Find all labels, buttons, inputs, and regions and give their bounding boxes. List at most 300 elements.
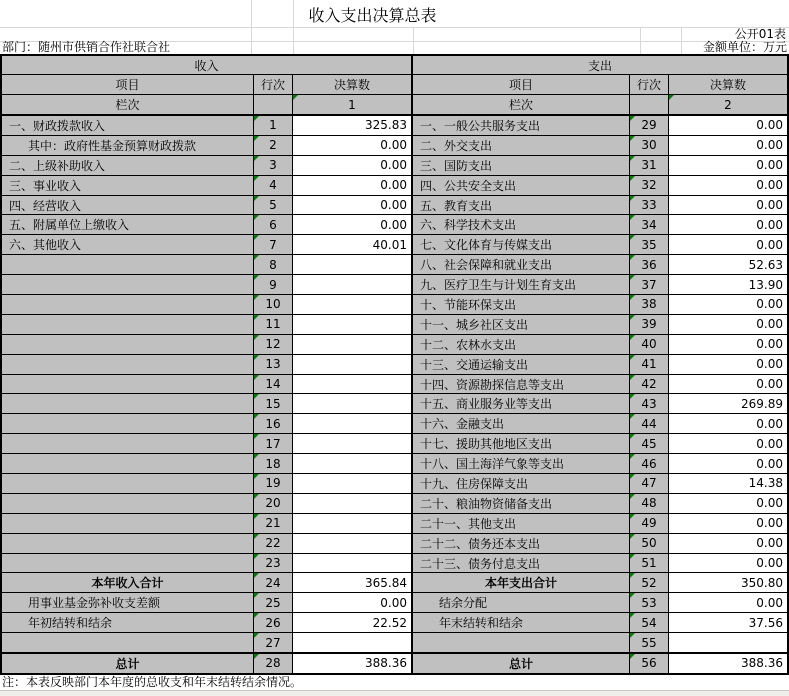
error-indicator-icon <box>630 633 635 638</box>
error-indicator-icon <box>254 275 259 280</box>
item-cell[interactable]: 九、医疗卫生与计划生育支出 <box>413 275 630 294</box>
table-row <box>413 434 787 454</box>
error-indicator-icon <box>630 355 635 360</box>
table-row <box>413 414 787 434</box>
item-cell[interactable]: 十六、金融支出 <box>413 414 630 433</box>
error-indicator-icon <box>254 654 259 659</box>
row-number-cell[interactable]: 41 <box>630 355 669 374</box>
error-indicator-icon <box>669 95 674 100</box>
error-indicator-icon <box>254 235 259 240</box>
error-indicator-icon <box>254 434 259 439</box>
value-cell[interactable] <box>293 394 411 413</box>
value-cell[interactable]: 0.00 <box>669 375 787 394</box>
value-cell[interactable]: 0.00 <box>293 196 411 215</box>
row-number-cell[interactable]: 11 <box>254 315 293 334</box>
error-indicator-icon <box>254 355 259 360</box>
row-number-cell[interactable]: 56 <box>630 654 669 673</box>
table-code: 公开01表 <box>734 27 786 41</box>
value-cell[interactable]: 0.00 <box>669 454 787 473</box>
error-indicator-icon <box>254 295 259 300</box>
income-lanci-rownum-cell[interactable] <box>254 95 293 114</box>
item-cell[interactable]: 十九、住房保障支出 <box>413 474 630 493</box>
error-indicator-icon <box>254 116 259 121</box>
value-cell[interactable]: 325.83 <box>293 116 411 135</box>
income-section <box>2 56 413 673</box>
error-indicator-icon <box>630 275 635 280</box>
table-row <box>413 534 787 554</box>
table-row <box>413 335 787 355</box>
row-number-cell[interactable]: 28 <box>254 654 293 673</box>
error-indicator-icon <box>254 156 259 161</box>
table-row <box>2 633 411 654</box>
row-number-cell[interactable]: 2 <box>254 136 293 155</box>
row-number-cell[interactable]: 9 <box>254 275 293 294</box>
row-number-cell[interactable]: 29 <box>630 116 669 135</box>
value-cell[interactable]: 0.00 <box>669 136 787 155</box>
item-cell[interactable] <box>2 335 254 354</box>
item-cell[interactable]: 年末结转和结余 <box>413 613 630 632</box>
value-cell[interactable]: 40.01 <box>293 235 411 254</box>
value-cell[interactable]: 14.38 <box>669 474 787 493</box>
value-cell[interactable] <box>293 474 411 493</box>
expenditure-value-column-header[interactable]: 决算数 <box>669 75 787 94</box>
value-cell[interactable]: 0.00 <box>669 593 787 612</box>
item-cell[interactable]: 二十二、债务还本支出 <box>413 534 630 553</box>
error-indicator-icon <box>254 573 259 578</box>
table-row <box>413 494 787 514</box>
value-cell[interactable]: 22.52 <box>293 613 411 632</box>
table-row <box>413 235 787 255</box>
error-indicator-icon <box>254 315 259 320</box>
value-cell[interactable]: 388.36 <box>293 654 411 673</box>
error-indicator-icon <box>630 156 635 161</box>
error-indicator-icon <box>630 335 635 340</box>
error-indicator-icon <box>630 136 635 141</box>
table-row <box>413 613 787 633</box>
row-number-cell[interactable]: 14 <box>254 375 293 394</box>
error-indicator-icon <box>630 454 635 459</box>
expenditure-lanci-rownum-cell[interactable] <box>630 95 669 114</box>
bottom-strip <box>0 691 789 696</box>
value-cell[interactable]: 0.00 <box>669 156 787 175</box>
item-cell[interactable]: 十三、交通运输支出 <box>413 355 630 374</box>
expenditure-rownum-column-header[interactable]: 行次 <box>630 75 669 94</box>
item-cell[interactable] <box>2 255 254 274</box>
error-indicator-icon <box>630 593 635 598</box>
row-number-cell[interactable]: 40 <box>630 335 669 354</box>
table-row <box>2 375 411 395</box>
item-cell[interactable]: 四、公共安全支出 <box>413 176 630 195</box>
table-row <box>413 554 787 574</box>
table-row <box>413 375 787 395</box>
value-cell[interactable]: 0.00 <box>669 116 787 135</box>
row-number-cell[interactable]: 30 <box>630 136 669 155</box>
row-number-cell[interactable]: 32 <box>630 176 669 195</box>
item-cell[interactable]: 八、社会保障和就业支出 <box>413 255 630 274</box>
row-number-cell[interactable]: 22 <box>254 534 293 553</box>
expenditure-item-column-header[interactable]: 项目 <box>413 75 630 94</box>
row-number-cell[interactable]: 39 <box>630 315 669 334</box>
value-cell[interactable]: 0.00 <box>669 295 787 314</box>
error-indicator-icon <box>630 414 635 419</box>
value-cell[interactable]: 0.00 <box>293 215 411 234</box>
row-number-cell[interactable]: 43 <box>630 394 669 413</box>
error-indicator-icon <box>630 474 635 479</box>
error-indicator-icon <box>630 375 635 380</box>
value-cell[interactable]: 0.00 <box>669 554 787 573</box>
error-indicator-icon <box>254 593 259 598</box>
spreadsheet-grid <box>0 54 789 675</box>
value-cell[interactable] <box>293 633 411 652</box>
error-indicator-icon <box>254 335 259 340</box>
value-cell[interactable] <box>293 414 411 433</box>
error-indicator-icon <box>630 176 635 181</box>
row-number-cell[interactable]: 48 <box>630 494 669 513</box>
row-number-cell[interactable]: 23 <box>254 554 293 573</box>
income-value-column-header[interactable]: 决算数 <box>293 75 411 94</box>
table-row <box>2 335 411 355</box>
item-cell[interactable]: 结余分配 <box>413 593 630 612</box>
row-number-cell[interactable]: 51 <box>630 554 669 573</box>
value-cell[interactable] <box>293 255 411 274</box>
table-row <box>413 136 787 156</box>
item-cell[interactable] <box>2 394 254 413</box>
row-number-cell[interactable]: 54 <box>630 613 669 632</box>
row-number-cell[interactable]: 33 <box>630 196 669 215</box>
table-row <box>413 156 787 176</box>
row-number-cell[interactable]: 36 <box>630 255 669 274</box>
table-row <box>2 573 411 593</box>
value-cell[interactable]: 0.00 <box>669 494 787 513</box>
item-cell[interactable]: 十二、农林水支出 <box>413 335 630 354</box>
row-number-cell[interactable]: 53 <box>630 593 669 612</box>
row-number-cell[interactable]: 31 <box>630 156 669 175</box>
error-indicator-icon <box>254 136 259 141</box>
row-number-cell[interactable]: 49 <box>630 514 669 533</box>
item-cell[interactable]: 四、经营收入 <box>2 196 254 215</box>
table-row <box>413 275 787 295</box>
row-number-cell[interactable]: 4 <box>254 176 293 195</box>
value-cell[interactable] <box>293 295 411 314</box>
income-lanci-label-cell[interactable]: 栏次 <box>2 95 254 114</box>
table-row <box>413 394 787 414</box>
error-indicator-icon <box>630 534 635 539</box>
row-number-cell[interactable]: 19 <box>254 474 293 493</box>
item-cell[interactable]: 一、财政拨款收入 <box>2 116 254 135</box>
value-cell[interactable] <box>293 335 411 354</box>
value-cell[interactable]: 269.89 <box>669 394 787 413</box>
item-cell[interactable]: 三、国防支出 <box>413 156 630 175</box>
row-number-cell[interactable]: 34 <box>630 215 669 234</box>
row-number-cell[interactable]: 21 <box>254 514 293 533</box>
item-cell[interactable]: 年初结转和结余 <box>2 613 254 632</box>
table-row <box>2 355 411 375</box>
item-cell[interactable]: 十一、城乡社区支出 <box>413 315 630 334</box>
table-row <box>2 514 411 534</box>
row-number-cell[interactable]: 16 <box>254 414 293 433</box>
error-indicator-icon <box>254 215 259 220</box>
table-row <box>413 454 787 474</box>
item-cell[interactable]: 二、外交支出 <box>413 136 630 155</box>
meta-row <box>2 41 787 54</box>
item-cell[interactable]: 用事业基金弥补收支差额 <box>2 593 254 612</box>
table-row <box>413 255 787 275</box>
item-cell[interactable]: 五、教育支出 <box>413 196 630 215</box>
value-cell[interactable]: 0.00 <box>669 355 787 374</box>
table-row <box>2 275 411 295</box>
error-indicator-icon <box>254 514 259 519</box>
value-cell[interactable] <box>293 534 411 553</box>
row-number-cell[interactable]: 25 <box>254 593 293 612</box>
table-row <box>2 474 411 494</box>
footnote: 注：本表反映部门本年度的总收支和年末结转结余情况。 <box>0 675 789 690</box>
table-row <box>2 176 411 196</box>
error-indicator-icon <box>293 95 298 100</box>
expenditure-column-headers <box>413 75 787 95</box>
item-cell[interactable]: 总计 <box>2 654 254 673</box>
item-cell[interactable]: 总计 <box>413 654 630 673</box>
row-number-cell[interactable]: 37 <box>630 275 669 294</box>
value-cell[interactable]: 0.00 <box>669 414 787 433</box>
item-cell[interactable]: 二十、粮油物资储备支出 <box>413 494 630 513</box>
page-title: 收入支出决算总表 <box>308 6 437 25</box>
table-row <box>2 215 411 235</box>
table-row <box>2 593 411 613</box>
item-cell[interactable]: 十七、援助其他地区支出 <box>413 434 630 453</box>
item-cell[interactable] <box>2 434 254 453</box>
row-number-cell[interactable]: 10 <box>254 295 293 314</box>
row-number-cell[interactable]: 3 <box>254 156 293 175</box>
value-cell[interactable]: 13.90 <box>669 275 787 294</box>
row-number-cell[interactable]: 50 <box>630 534 669 553</box>
expenditure-section-header <box>413 56 787 75</box>
row-number-cell[interactable]: 13 <box>254 355 293 374</box>
income-section-label: 收入 <box>194 58 219 73</box>
table-row <box>2 315 411 335</box>
error-indicator-icon <box>254 534 259 539</box>
table-row <box>2 434 411 454</box>
income-column-headers <box>2 75 411 95</box>
item-cell[interactable]: 五、附属单位上缴收入 <box>2 215 254 234</box>
item-cell[interactable] <box>2 494 254 513</box>
table-row <box>413 633 787 654</box>
value-cell[interactable] <box>293 434 411 453</box>
item-cell[interactable]: 二十一、其他支出 <box>413 514 630 533</box>
row-number-cell[interactable]: 38 <box>630 295 669 314</box>
item-cell[interactable] <box>2 275 254 294</box>
expenditure-section <box>413 56 787 673</box>
value-cell[interactable] <box>293 514 411 533</box>
row-number-cell[interactable]: 42 <box>630 375 669 394</box>
table-row <box>2 554 411 574</box>
item-cell[interactable] <box>2 633 254 652</box>
value-cell[interactable]: 365.84 <box>293 573 411 592</box>
income-rows <box>2 116 411 673</box>
value-cell[interactable]: 388.36 <box>669 654 787 673</box>
item-cell[interactable] <box>2 355 254 374</box>
item-cell[interactable] <box>2 534 254 553</box>
value-cell[interactable]: 0.00 <box>669 315 787 334</box>
row-number-cell[interactable]: 5 <box>254 196 293 215</box>
value-cell[interactable]: 0.00 <box>669 534 787 553</box>
table-row <box>2 235 411 255</box>
item-cell[interactable]: 十、节能环保支出 <box>413 295 630 314</box>
row-number-cell[interactable]: 35 <box>630 235 669 254</box>
error-indicator-icon <box>630 613 635 618</box>
expenditure-rows <box>413 116 787 673</box>
table-row <box>413 654 787 673</box>
item-cell[interactable]: 本年收入合计 <box>2 573 254 592</box>
value-cell[interactable] <box>293 494 411 513</box>
table-row <box>2 494 411 514</box>
row-number-cell[interactable]: 6 <box>254 215 293 234</box>
expenditure-lanci-row <box>413 95 787 116</box>
row-number-cell[interactable]: 17 <box>254 434 293 453</box>
error-indicator-icon <box>254 633 259 638</box>
value-cell[interactable]: 37.56 <box>669 613 787 632</box>
value-cell[interactable]: 0.00 <box>669 335 787 354</box>
row-number-cell[interactable]: 45 <box>630 434 669 453</box>
item-cell[interactable]: 三、事业收入 <box>2 176 254 195</box>
value-cell[interactable]: 350.80 <box>669 573 787 592</box>
table-row <box>413 215 787 235</box>
table-row <box>2 156 411 176</box>
row-number-cell[interactable]: 15 <box>254 394 293 413</box>
item-cell[interactable] <box>2 554 254 573</box>
value-cell[interactable]: 0.00 <box>669 434 787 453</box>
table-row <box>413 355 787 375</box>
error-indicator-icon <box>630 315 635 320</box>
item-cell[interactable]: 七、文化体育与传媒支出 <box>413 235 630 254</box>
expenditure-section-label: 支出 <box>587 58 612 73</box>
table-row <box>2 116 411 136</box>
error-indicator-icon <box>630 434 635 439</box>
row-number-cell[interactable]: 52 <box>630 573 669 592</box>
item-cell[interactable] <box>413 633 630 652</box>
income-rownum-column-header[interactable]: 行次 <box>254 75 293 94</box>
income-item-column-header[interactable]: 项目 <box>2 75 254 94</box>
value-cell[interactable]: 0.00 <box>669 235 787 254</box>
expenditure-lanci-label-cell[interactable]: 栏次 <box>413 95 630 114</box>
table-row <box>2 196 411 216</box>
error-indicator-icon <box>254 554 259 559</box>
row-number-cell[interactable]: 24 <box>254 573 293 592</box>
department-label: 部门：随州市供销合作社联合社 <box>2 40 171 54</box>
error-indicator-icon <box>630 295 635 300</box>
error-indicator-icon <box>630 196 635 201</box>
item-cell[interactable]: 本年支出合计 <box>413 573 630 592</box>
value-cell[interactable] <box>293 355 411 374</box>
error-indicator-icon <box>630 394 635 399</box>
value-cell[interactable]: 0.00 <box>669 196 787 215</box>
error-indicator-icon <box>630 235 635 240</box>
row-number-cell[interactable]: 1 <box>254 116 293 135</box>
value-cell[interactable]: 0.00 <box>669 215 787 234</box>
error-indicator-icon <box>630 116 635 121</box>
row-number-cell[interactable]: 44 <box>630 414 669 433</box>
table-row <box>413 514 787 534</box>
table-row <box>2 414 411 434</box>
table-row <box>413 176 787 196</box>
error-indicator-icon <box>254 375 259 380</box>
row-number-cell[interactable]: 55 <box>630 633 669 652</box>
error-indicator-icon <box>630 494 635 499</box>
value-cell[interactable]: 0.00 <box>293 136 411 155</box>
error-indicator-icon <box>630 654 635 659</box>
income-lanci-value-cell[interactable]: 1 <box>293 95 411 114</box>
table-row <box>413 315 787 335</box>
table-row <box>2 454 411 474</box>
value-cell[interactable] <box>669 633 787 652</box>
unit-label: 金额单位：万元 <box>702 40 787 54</box>
item-cell[interactable]: 十四、资源勘探信息等支出 <box>413 375 630 394</box>
item-cell[interactable] <box>2 454 254 473</box>
item-cell[interactable] <box>2 375 254 394</box>
gridline <box>0 27 789 28</box>
item-cell[interactable] <box>2 295 254 314</box>
value-cell[interactable]: 0.00 <box>293 593 411 612</box>
table-row <box>2 255 411 275</box>
row-number-cell[interactable]: 26 <box>254 613 293 632</box>
value-cell[interactable]: 0.00 <box>293 176 411 195</box>
table-row <box>413 573 787 593</box>
table-row <box>413 196 787 216</box>
value-cell[interactable] <box>293 554 411 573</box>
row-number-cell[interactable]: 8 <box>254 255 293 274</box>
value-cell[interactable] <box>293 375 411 394</box>
item-cell[interactable]: 六、科学技术支出 <box>413 215 630 234</box>
item-cell[interactable]: 二十三、债务付息支出 <box>413 554 630 573</box>
item-cell[interactable]: 十五、商业服务业等支出 <box>413 394 630 413</box>
row-number-cell[interactable]: 7 <box>254 235 293 254</box>
error-indicator-icon <box>254 613 259 618</box>
item-cell[interactable] <box>2 315 254 334</box>
item-cell[interactable]: 六、其他收入 <box>2 235 254 254</box>
error-indicator-icon <box>254 474 259 479</box>
table-row <box>413 116 787 136</box>
value-cell[interactable] <box>293 275 411 294</box>
value-cell[interactable]: 0.00 <box>293 156 411 175</box>
value-cell[interactable]: 52.63 <box>669 255 787 274</box>
error-indicator-icon <box>630 554 635 559</box>
row-number-cell[interactable]: 18 <box>254 454 293 473</box>
value-cell[interactable] <box>293 315 411 334</box>
item-cell[interactable]: 其中：政府性基金预算财政拨款 <box>2 136 254 155</box>
expenditure-lanci-value-cell[interactable]: 2 <box>669 95 787 114</box>
row-number-cell[interactable]: 12 <box>254 335 293 354</box>
row-number-cell[interactable]: 47 <box>630 474 669 493</box>
item-cell[interactable] <box>2 514 254 533</box>
row-number-cell[interactable]: 27 <box>254 633 293 652</box>
item-cell[interactable]: 二、上级补助收入 <box>2 156 254 175</box>
table-row <box>2 136 411 156</box>
item-cell[interactable]: 一、一般公共服务支出 <box>413 116 630 135</box>
error-indicator-icon <box>254 394 259 399</box>
row-number-cell[interactable]: 20 <box>254 494 293 513</box>
error-indicator-icon <box>254 414 259 419</box>
row-number-cell[interactable]: 46 <box>630 454 669 473</box>
item-cell[interactable]: 十八、国土海洋气象等支出 <box>413 454 630 473</box>
value-cell[interactable]: 0.00 <box>669 514 787 533</box>
value-cell[interactable] <box>293 454 411 473</box>
item-cell[interactable] <box>2 414 254 433</box>
table-row <box>2 295 411 315</box>
value-cell[interactable]: 0.00 <box>669 176 787 195</box>
table-row <box>413 295 787 315</box>
error-indicator-icon <box>254 255 259 260</box>
table-row <box>2 534 411 554</box>
item-cell[interactable] <box>2 474 254 493</box>
